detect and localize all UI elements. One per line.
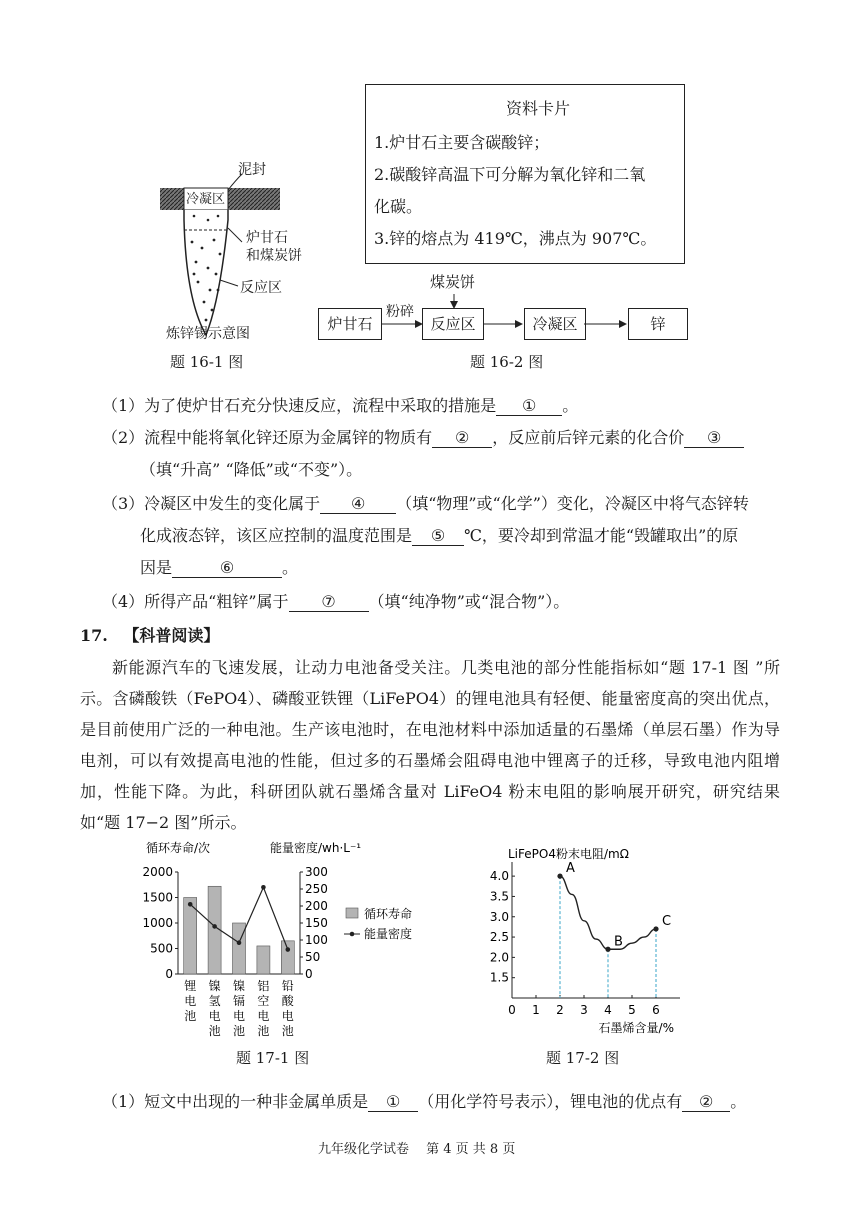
q17-heading [80,626,219,646]
caption-17-2: 题 17-2 图 [546,1049,620,1067]
x-tick-label-char: 镉 [232,994,246,1008]
flow-coal-label: 煤炭饼 [430,273,476,291]
answer-blank-1[interactable]: ① [496,397,562,416]
point-B [605,947,610,952]
point-C [653,926,658,931]
card-title: 资料卡片 [506,99,571,118]
card-line-3: 3.锌的熔点为 419℃，沸点为 907℃。 [374,229,657,248]
q16-3-line3 [140,558,298,578]
x-tick-label-char: 锂 [184,979,197,993]
bar [281,941,294,974]
x-tick-label-char: 池 [184,1009,197,1023]
y-tick-label: 3.0 [490,909,509,924]
x-tick-label-char: 电 [257,1009,270,1023]
q16-4-text: （4）所得产品“粗锌”属于 [102,592,289,611]
y-right-tick-label: 250 [305,882,328,896]
q16-3-line2 [140,526,738,546]
q16-2-mid: ，反应前后锌元素的化合价 [492,428,685,447]
x-tick-label: 0 [508,1003,516,1017]
x-tick-label-char: 镍 [208,979,221,993]
flow-box-reaction: 反应区 [422,308,484,340]
x-tick-label-char: 池 [232,1024,246,1038]
q16-2-text: （2）流程中能将氧化锌还原为金属锌的物质有 [102,428,433,447]
q16-3-text: （3）冷凝区中发生的变化属于 [102,494,321,513]
y-right-tick-label: 50 [305,950,321,964]
data-card [365,84,685,264]
answer-blank-5[interactable]: ⑤ [412,527,464,546]
card-line-2b: 化碳。 [374,197,423,216]
flow-crush-label: 粉碎 [386,304,414,320]
x-tick-label: 1 [532,1003,540,1017]
legend-bar-label: 循环寿命 [364,907,413,921]
x-tick-label-char: 铅 [281,979,294,993]
q17-number: 17. [80,626,108,645]
answer-blank-3[interactable]: ③ [684,429,744,448]
caption-16-1: 题 16-1 图 [170,353,244,371]
q16-3 [102,494,749,514]
point-A [557,874,562,879]
y-axis-title: LiFePO4粉末电阻/mΩ [508,847,629,861]
x-tick-label-char: 池 [257,1024,270,1038]
label-ore-2: 和煤炭饼 [246,248,302,264]
y-tick-label: 1.5 [490,970,509,985]
bar [257,946,270,974]
answer-blank-2[interactable]: ② [432,429,492,448]
page-footer: 九年级化学试卷 第 4 页 共 8 页 [318,1142,516,1157]
y-right-tick-label: 0 [305,967,313,981]
q17-1-text: （1）短文中出现的一种非金属单质是 [102,1092,369,1111]
x-tick-label-char: 电 [232,1009,246,1023]
q16-1 [102,396,578,416]
y-left-tick-label: 500 [150,941,173,956]
line-point [261,885,266,890]
figure-16-1 [150,150,320,360]
flow-box-condense: 冷凝区 [524,308,586,340]
card-line-2a: 2.碳酸锌高温下可分解为氧化锌和二氧 [374,165,646,184]
figure-16-2 [318,268,698,348]
q16-4-end: （填“纯净物”或“混合物”）。 [368,592,570,611]
q16-1-end: 。 [562,396,579,415]
q16-3-mid: （填“物理”或“化学”）变化，冷凝区中将气态锌转 [396,494,749,513]
y-right-tick-label: 200 [305,899,328,913]
figure-subtitle: 炼锌锡示意图 [166,326,250,342]
x-tick-label-char: 电 [281,1009,294,1023]
y-left-tick-label: 0 [165,967,173,981]
point-label-A: A [566,861,575,877]
resistance-curve [560,876,656,949]
answer-blank-4[interactable]: ④ [320,495,396,514]
chart-17-2-svg [490,838,730,1038]
answer-blank-7[interactable]: ⑦ [289,593,369,612]
q16-3-l2-end: ℃，要冷却到常温才能“毁罐取出”的原 [464,526,739,545]
x-tick-label-char: 镍 [232,979,246,993]
label-condensing-zone: 冷凝区 [186,192,226,207]
label-reaction-zone: 反应区 [240,280,282,296]
answer-blank-6[interactable]: ⑥ [172,559,282,578]
chart-17-1-svg [120,838,440,1050]
q16-2-line2: （填“升高” “降低”或“不变”）。 [140,460,363,479]
line-point [237,940,242,945]
flow-box-zinc: 锌 [628,308,688,340]
legend-bar-swatch [346,908,358,918]
x-tick-label-char: 电 [208,1009,221,1023]
q16-4 [102,592,569,612]
x-tick-label: 4 [604,1003,612,1017]
x-axis-title: 石墨烯含量/% [598,1021,674,1035]
q17-1-end: 。 [730,1092,747,1111]
legend-line-label: 能量密度 [364,927,413,941]
q16-1-text: （1）为了使炉甘石充分快速反应，流程中采取的措施是 [102,396,497,415]
y-axis-left-title: 循环寿命/次 [146,841,211,855]
flow-box-ore: 炉甘石 [318,308,382,340]
point-label-B: B [614,934,623,950]
q16-3-l2-text: 化成液态锌，该区应控制的温度范围是 [140,526,413,545]
y-left-tick-label: 1000 [142,916,173,930]
x-tick-label-char: 酸 [281,994,294,1008]
y-right-tick-label: 300 [305,865,328,879]
y-right-tick-label: 150 [305,916,328,930]
x-tick-label: 2 [556,1003,564,1017]
label-ore: 炉甘石 [246,230,288,246]
caption-17-1: 题 17-1 图 [236,1049,310,1067]
y-tick-label: 2.0 [490,950,509,965]
y-axis-right-title: 能量密度/wh·L⁻¹ [270,841,362,855]
x-tick-label-char: 电 [184,994,197,1008]
x-tick-label-char: 池 [281,1024,294,1038]
answer-blank-17-2[interactable]: ② [682,1093,730,1112]
y-right-tick-label: 100 [305,933,328,947]
point-label-C: C [662,913,672,929]
q16-2 [102,428,744,448]
q17-1-mid: （用化学符号表示），锂电池的优点有 [418,1092,683,1111]
x-tick-label: 6 [652,1003,660,1017]
y-left-tick-label: 1500 [142,890,173,905]
chart-17-2 [490,838,730,1038]
y-left-tick-label: 2000 [142,865,173,879]
answer-blank-17-1[interactable]: ① [368,1093,418,1112]
x-tick-label-char: 空 [257,994,270,1008]
x-tick-label-char: 池 [208,1024,221,1038]
q17-paragraph: 新能源汽车的飞速发展，让动力电池备受关注。几类电池的部分性能指标如“题 17-1 图 ”所示。含磷酸铁（FePO4）、磷酸亚铁锂（LiFePO4）的锂电池具有轻便、能量密度高的突出优点，是目前使用广泛的一种电池。生产该电池时，在电池材料中添加适量的石墨烯（单层石墨）作为导电剂，可以有效提高电池的性能，但过多的石墨烯会阻碍电池中锂离子的迁移，导致电池内阻增加，性能下降。为此，科研团队就石墨烯含量对 LiFeO4 粉末电阻的影响展开研究，研究结果如“题 17−2 图”所示。 [80,658,780,832]
y-tick-label: 4.0 [490,869,509,884]
line-point [212,924,217,929]
caption-16-2: 题 16-2 图 [470,353,544,371]
legend-line-dot [350,932,355,937]
x-tick-label: 3 [580,1003,588,1017]
card-line-1: 1.炉甘石主要含碳酸锌； [374,133,550,152]
line-point [286,947,291,952]
bar [233,923,246,974]
y-tick-label: 2.5 [490,930,509,945]
chart-17-1 [120,838,440,1050]
label-seal: 泥封 [238,162,266,178]
q17-1 [102,1092,746,1112]
q16-3-l3-text: 因是 [140,558,173,577]
line-point [188,902,193,907]
x-tick-label: 5 [628,1003,636,1017]
y-tick-label: 3.5 [490,889,509,904]
q16-3-l3-end: 。 [282,558,299,577]
x-tick-label-char: 氢 [208,994,221,1008]
q17-title: 【科普阅读】 [123,626,220,645]
x-tick-label-char: 铝 [257,979,270,993]
